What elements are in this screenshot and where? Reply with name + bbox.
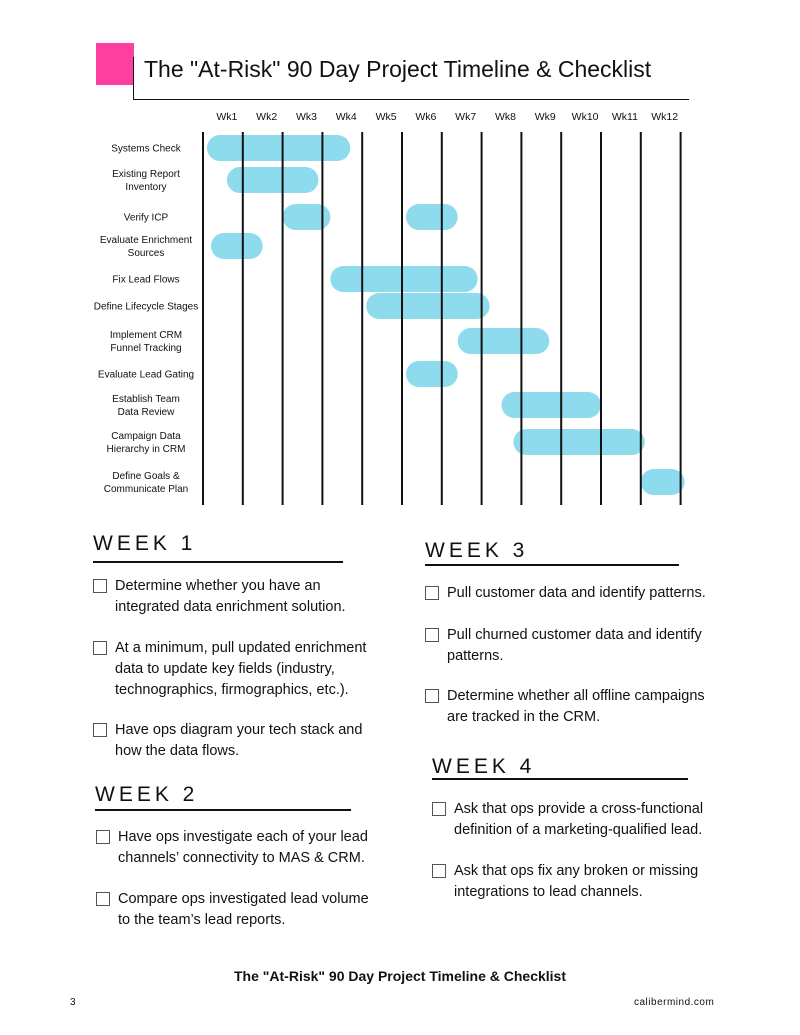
item-text-line: how the data flows. xyxy=(115,743,240,759)
week-1-heading: WEEK 1 xyxy=(93,532,197,555)
task-label: Establish Team xyxy=(112,394,180,405)
checkbox[interactable] xyxy=(425,586,439,600)
checkbox[interactable] xyxy=(425,689,439,703)
task-label: Evaluate Lead Gating xyxy=(97,369,195,381)
item-text-line: Determine whether all offline campaigns xyxy=(447,688,705,704)
item-text-line: Pull churned customer data and identify xyxy=(447,627,702,643)
gantt-bar xyxy=(502,392,602,418)
task-label: Campaign Data xyxy=(111,431,181,442)
task-label: Existing Report xyxy=(112,169,180,180)
week-2-rule xyxy=(95,809,351,811)
item-text-line: data to update key fields (industry, xyxy=(115,661,335,677)
week-label: Wk10 xyxy=(571,111,599,123)
item-text-line: are tracked in the CRM. xyxy=(447,709,601,725)
task-label: Implement CRM xyxy=(109,330,183,341)
item-text xyxy=(447,625,702,667)
gantt-bar xyxy=(366,293,489,319)
task-label: Data Review xyxy=(117,407,175,418)
task-label: Communicate Plan xyxy=(103,484,189,495)
item-text-line: channels’ connectivity to MAS & CRM. xyxy=(118,850,365,866)
week-3-rule xyxy=(425,564,679,566)
page-title: The "At-Risk" 90 Day Project Timeline & Checklist xyxy=(144,56,652,82)
week-3-heading: WEEK 3 xyxy=(425,539,529,562)
checkbox[interactable] xyxy=(93,579,107,593)
task-label: Define Lifecycle Stages xyxy=(93,301,199,313)
task-label: Systems Check xyxy=(111,143,181,155)
checkbox[interactable] xyxy=(96,892,110,906)
gantt-bar xyxy=(513,429,644,455)
item-text-line: integrated data enrichment solution. xyxy=(115,599,346,615)
week-2-heading: WEEK 2 xyxy=(95,783,199,806)
week-label: Wk8 xyxy=(494,111,516,123)
item-text-line: to the team’s lead reports. xyxy=(118,912,286,928)
task-label: Evaluate Enrichment xyxy=(99,235,193,246)
gantt-bar xyxy=(458,328,550,354)
item-text-line: integrations to lead channels. xyxy=(454,884,643,900)
task-label: Define Goals & xyxy=(112,471,180,482)
item-text-line: patterns. xyxy=(447,648,504,664)
task-label: Fix Lead Flows xyxy=(112,274,180,286)
item-text-line: definition of a marketing-qualified lead. xyxy=(454,822,703,838)
task-label: Verify ICP xyxy=(123,212,169,224)
week-4-heading: WEEK 4 xyxy=(432,755,536,778)
gantt-bar xyxy=(406,204,458,230)
week-label: Wk2 xyxy=(256,111,278,123)
week-label: Wk7 xyxy=(455,111,477,123)
page-number: 3 xyxy=(70,997,76,1008)
task-label: Hierarchy in CRM xyxy=(106,444,186,455)
item-text xyxy=(115,720,362,762)
week-label: Wk5 xyxy=(375,111,397,123)
week-label: Wk11 xyxy=(611,111,638,123)
item-text xyxy=(447,583,706,604)
item-text xyxy=(118,889,369,931)
item-text-line: Determine whether you have an xyxy=(115,578,321,594)
task-label: Inventory xyxy=(125,182,167,193)
checkbox[interactable] xyxy=(432,864,446,878)
item-text-line: At a minimum, pull updated enrichment xyxy=(115,640,367,656)
item-text xyxy=(454,861,698,903)
item-text-line: Compare ops investigated lead volume xyxy=(118,891,369,907)
footer-site[interactable]: calibermind.com xyxy=(634,997,715,1008)
item-text xyxy=(115,576,346,618)
week-1-rule xyxy=(93,561,343,563)
footer-title: The "At-Risk" 90 Day Project Timeline & Checklist xyxy=(233,968,566,984)
week-label: Wk6 xyxy=(415,111,437,123)
task-label: Sources xyxy=(127,248,165,259)
task-label: Funnel Tracking xyxy=(110,343,182,354)
checkbox[interactable] xyxy=(96,830,110,844)
checkbox[interactable] xyxy=(93,723,107,737)
week-label: Wk3 xyxy=(295,111,317,123)
item-text xyxy=(447,686,705,728)
item-text-line: Ask that ops provide a cross-functional xyxy=(454,801,704,817)
gantt-bar xyxy=(330,266,477,292)
gantt-bar xyxy=(641,469,685,495)
week-label: Wk12 xyxy=(651,111,679,123)
checkbox[interactable] xyxy=(432,802,446,816)
gantt-bar xyxy=(207,135,350,161)
week-4-rule xyxy=(432,778,688,780)
item-text xyxy=(118,827,368,869)
checkbox[interactable] xyxy=(93,641,107,655)
week-label: Wk1 xyxy=(216,111,238,123)
item-text-line: Have ops investigate each of your lead xyxy=(118,829,368,845)
gantt-bar xyxy=(227,167,319,193)
item-text-line: Ask that ops fix any broken or missing xyxy=(454,863,699,879)
gantt-bar xyxy=(406,361,458,387)
item-text xyxy=(454,799,703,841)
item-text xyxy=(115,638,366,701)
week-label: Wk4 xyxy=(335,111,357,123)
item-text-line: Have ops diagram your tech stack and xyxy=(115,722,363,738)
checkbox[interactable] xyxy=(425,628,439,642)
week-label: Wk9 xyxy=(534,111,556,123)
item-text-line: Pull customer data and identify patterns. xyxy=(447,585,706,601)
item-text-line: technographics, firmographics, etc.). xyxy=(115,682,349,698)
gantt-bar xyxy=(211,233,263,259)
